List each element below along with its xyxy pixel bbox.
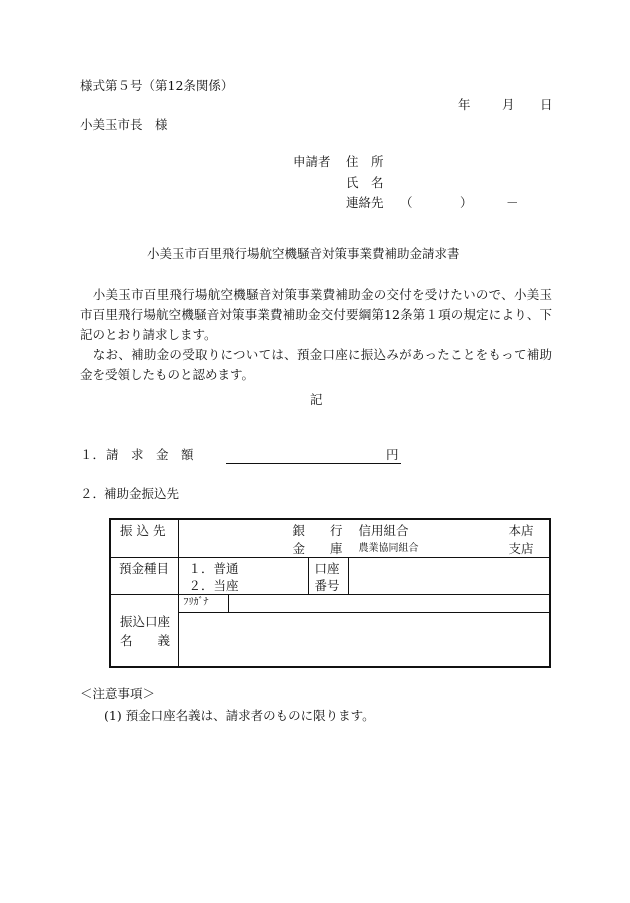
item1-label: 請 求 金 額 [106,447,194,462]
furigana-field[interactable] [228,594,550,612]
deposit-type-label-cell [110,557,178,594]
contact-dash: － [506,195,519,210]
bank-transfer-table [109,518,551,668]
credit-union-label: 信用組合 [358,523,409,538]
furigana-label-cell [178,594,228,612]
holder-label-2: 名 義 [120,632,171,648]
notes-heading: ＜注意事項＞ [80,686,156,701]
contact-open-paren: （ [400,195,413,210]
account-number-label-cell [308,557,348,594]
name-label: 氏 名 [346,175,384,190]
document-title: 小美玉市百里飛行場航空機騒音対策事業費補助金請求書 [147,246,460,261]
account-label-1: 口座 [314,560,340,576]
agri-coop-label: 農業協同組合 [358,543,419,554]
body-text [80,285,552,385]
deposit-option-checking[interactable]: ２．当座 [188,577,239,593]
ki-heading: 記 [310,392,323,407]
item1-number: １． [80,447,106,462]
deposit-option-ordinary[interactable]: １．普通 [188,560,239,576]
amount-unit: 円 [386,447,399,462]
addressee: 小美玉市長 様 [80,117,168,132]
address-label: 住 所 [346,154,384,169]
account-holder-field[interactable] [178,612,550,667]
holder-label-1: 振込口座 [120,613,171,629]
holder-label-cell [110,594,178,667]
branch-label: 支店 [508,541,534,556]
item2-label: 補助金振込先 [104,486,180,501]
amount-underline [226,463,401,464]
applicant-label: 申請者 [293,154,331,169]
notes-item-1: (1) 預金口座名義は、請求者のものに限ります。 [104,708,375,723]
deposit-type-cell[interactable] [178,557,308,594]
bank-label: 銀 行 [292,523,343,538]
item2-number: ２． [80,486,106,501]
deposit-type-label: 預金種目 [119,560,170,576]
body-paragraph-2: なお、補助金の受取りについては、預金口座に振込みがあったことをもって補助金を受領したものと認めます。 [80,347,552,382]
date-month: 月 [502,97,515,112]
account-number-field[interactable] [348,557,550,594]
body-paragraph-1: 小美玉市百里飛行場航空機騒音対策事業費補助金の交付を受けたいので、小美玉市百里飛行場航空機騒音対策事業費補助金交付要綱第12条第１項の規定により、下記のとおり請求します。 [80,287,552,342]
furigana-label: ﾌﾘｶﾞﾅ [183,596,209,608]
contact-label: 連絡先 [346,195,384,210]
transfer-label-cell [110,519,178,557]
vault-label: 金 庫 [292,541,343,556]
account-label-2: 番号 [314,577,340,593]
contact-close-paren: ） [460,195,473,210]
form-number: 様式第５号（第12条関係） [80,78,234,93]
transfer-label: 振 込 先 [120,523,166,538]
bank-name-cell[interactable] [178,519,550,557]
date-day: 日 [540,97,553,112]
main-branch-label: 本店 [508,523,534,538]
date-year: 年 [458,97,471,112]
